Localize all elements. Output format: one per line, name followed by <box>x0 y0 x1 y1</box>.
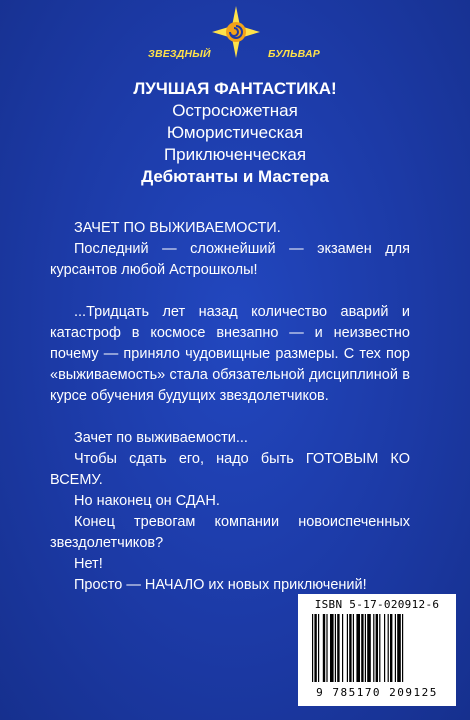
publisher-logo <box>0 4 470 70</box>
annotation-paragraph: Чтобы сдать его, надо быть ГОТОВЫМ КО ВСЕМУ. <box>50 451 410 488</box>
ean-number: 9 785170 209125 <box>316 686 438 699</box>
annotation-heading: ЗАЧЕТ ПО ВЫЖИВАЕМОСТИ. <box>74 220 281 236</box>
spiral-star-icon <box>208 4 264 60</box>
genre-item: Приключенческая <box>163 145 307 164</box>
genre-item: Юмористическая <box>166 123 304 142</box>
logo-text-right: БУЛЬВАР <box>268 48 320 60</box>
annotation-paragraph: Последний — сложнейший — экзамен для курсантов любой Астрошколы! <box>50 241 410 278</box>
barcode <box>310 614 446 682</box>
annotation-paragraph: ...Тридцать лет назад количество аварий и катастроф в космосе внезапно — и неизвестно почему — приняло чудовищные размеры. С тех пор «выживаемость» стала обязательной дисциплиной в курсе обучения будущих звездолетчиков. <box>50 304 410 404</box>
series-title: ЛУЧШАЯ ФАНТАСТИКА! <box>133 79 337 98</box>
genre-list <box>0 78 470 188</box>
annotation-paragraph: Но наконец он СДАН. <box>74 493 220 509</box>
genre-item: Остросюжетная <box>172 101 298 120</box>
annotation-paragraph: Зачет по выживаемости... <box>74 430 248 446</box>
annotation-paragraph: Просто — НАЧАЛО их новых приключений! <box>74 577 367 593</box>
logo-text-left: ЗВЕЗДНЫЙ <box>148 48 211 60</box>
series-subtitle: Дебютанты и Мастера <box>141 167 329 186</box>
annotation-paragraph: Нет! <box>74 556 103 572</box>
annotation-paragraph: Конец тревогам компании новоиспеченных звездолетчиков? <box>50 514 410 551</box>
isbn-barcode-box <box>298 594 456 706</box>
isbn-label: ISBN 5-17-020912-6 <box>314 598 440 611</box>
annotation-text <box>50 218 410 596</box>
